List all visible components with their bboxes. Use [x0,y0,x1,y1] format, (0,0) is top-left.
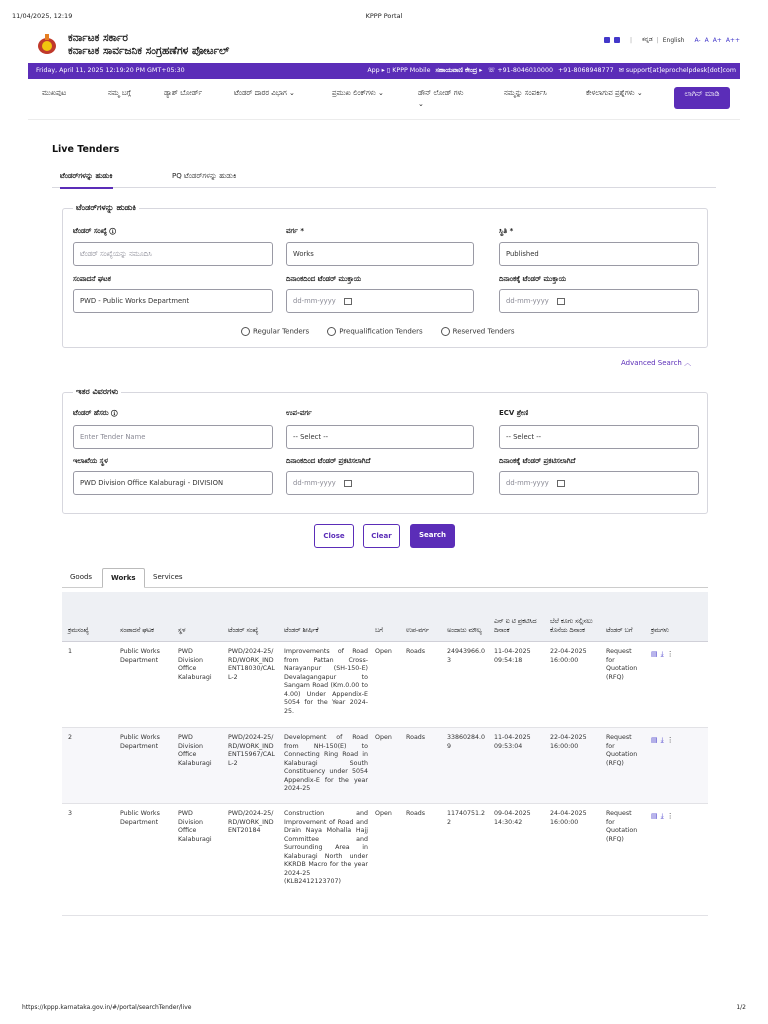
cell-sl: 2 [68,734,73,741]
published-to-date-input[interactable] [499,471,699,495]
table-header [62,592,708,642]
cell-subcategory: Roads [406,734,426,741]
page-number: 1/2 [736,1004,746,1011]
col-header-tender-no: ಟೆಂಡರ್ ಸಂಖ್ಯೆ [228,626,259,634]
cell-tender-type: Request for Quotation (RFQ) [606,810,638,843]
more-options-icon[interactable]: ⋮ [666,650,674,658]
ecv-range-label: ECV ಶ್ರೇಣಿ [499,409,529,417]
search-button[interactable]: Search [410,524,455,548]
theme-icon[interactable] [614,37,620,43]
row-actions [651,736,674,745]
row-actions [651,650,674,659]
phone-1: ☏ +91-8046010000 [487,67,553,74]
accessibility-toolbar: | ಕನ್ನಡ | English A- A A+ A++ [604,36,740,44]
closing-from-label: ದಿನಾಂಕದಿಂದ ಟೆಂಡರ್ ಮುಕ್ತಾಯ [286,275,362,283]
cell-tender-type: Request for Quotation (RFQ) [606,734,638,767]
subcategory-label: ಉಪ-ವರ್ಗ [286,409,312,417]
brand-line-1: ಕರ್ನಾಟಕ ಸರ್ಕಾರ [68,32,128,44]
nav-item-contact[interactable]: ನಮ್ಮನ್ನು ಸಂಪರ್ಕಿಸಿ [504,89,547,97]
closing-from-date-input[interactable] [286,289,474,313]
login-button[interactable]: ಲಾಗಿನ್ ಮಾಡಿ [674,87,730,109]
view-icon[interactable]: ▤ [651,650,658,658]
calendar-icon[interactable] [557,298,565,305]
font-plusplus-button[interactable]: A++ [725,36,740,44]
nav-item-bidder-section[interactable]: ಟೆಂಡರ್ ದಾರರ ವಿಭಾಗ ⌄ [234,89,295,97]
radio-label: Regular Tenders [253,327,310,336]
radio-regular-tenders[interactable] [241,327,309,336]
status-label: ಸ್ಥಿತಿ * [499,227,514,235]
font-normal-button[interactable]: A [704,36,709,44]
font-small-button[interactable]: A- [694,36,701,44]
row-actions [651,812,674,821]
nav-item-home[interactable]: ಮುಖಪುಟ [42,89,67,97]
info-bar [28,63,740,79]
phone-2: +91-8068948777 [557,67,614,74]
col-header-tender-type: ಟೆಂಡರ್ ಬಗೆ [606,626,633,634]
print-page-title: KPPP Portal [365,12,403,20]
table-row [62,642,708,728]
search-tenders-box [62,203,708,348]
other-details-box [62,387,708,514]
table-row [62,804,708,916]
cell-nit-date: 11-04-2025 09:54:18 [494,648,531,664]
tab-services[interactable]: Services [153,573,183,581]
cell-subcategory: Roads [406,648,426,655]
col-header-location: ಸ್ಥಳ [178,626,186,634]
print-datetime: 11/04/2025, 12:19 [12,12,73,20]
department-location-select[interactable]: PWD Division Office Kalaburagi - DIVISION [73,471,273,495]
cell-nit-date: 11-04-2025 09:53:04 [494,734,531,750]
calendar-icon[interactable] [344,298,352,305]
cell-location: PWD Division Office Kalaburagi [178,810,212,843]
subcategory-select[interactable]: -- Select -- [286,425,474,449]
main-nav [28,82,740,120]
lang-kannada-link[interactable]: ಕನ್ನಡ [642,36,653,43]
radio-reserved-tenders[interactable] [441,327,515,336]
cell-location: PWD Division Office Kalaburagi [178,734,212,767]
cell-value: 11740751.22 [447,810,486,826]
cell-location: PWD Division Office Kalaburagi [178,648,212,681]
procurement-entity-select[interactable]: PWD - Public Works Department [73,289,273,313]
calendar-icon[interactable] [344,480,352,487]
status-select[interactable]: Published [499,242,699,266]
logo-bar [28,30,740,62]
col-header-actions: ಕ್ರಮಗಳು [651,626,669,634]
download-icon[interactable]: ⤓ [660,812,664,820]
cell-title: Development of Road from NH-150(E) to Connecting Ring Road in Kalaburagi South Constituency under 5054 Appendix-E for the year 2024-25 [284,734,368,792]
more-options-icon[interactable]: ⋮ [666,736,674,744]
closing-to-date-input[interactable] [499,289,699,313]
cell-value: 33860284.09 [447,734,486,750]
date-placeholder: dd-mm-yyyy [506,479,549,487]
page-title: Live Tenders [52,144,120,155]
cell-nit-date: 09-04-2025 14:30:42 [494,810,531,826]
cell-last-date: 22-04-2025 16:00:00 [550,648,587,664]
closing-to-label: ದಿನಾಂಕಕ್ಕೆ ಟೆಂಡರ್ ಮುಕ್ತಾಯ [499,275,567,283]
col-header-entity: ಸಂಪಾದನೆ ಘಟಕ [120,626,154,634]
cell-title: Improvements of Road from Pattan Cross-Narayanpur (SH-150-E) Devalagangapur to Sangam Road (Km.0.00 to 4.00) Under Appendix-E 5054 for the Year 2024-25. [284,648,368,715]
cell-subcategory: Roads [406,810,426,817]
brand-line-2: ಕರ್ನಾಟಕ ಸಾರ್ವಜನಿಕ ಸಂಗ್ರಹಣೆಗಳ ಪೋರ್ಟಲ್ [68,45,230,57]
department-location-label: ಇಲಾಖೆಯ ಸ್ಥಳ [73,457,108,465]
tab-goods[interactable]: Goods [70,573,93,581]
contrast-icon[interactable] [604,37,610,43]
cell-type: Open [375,810,392,817]
tender-number-label: ಟೆಂಡರ್ ಸಂಖ್ಯೆ ⓘ [73,227,116,235]
app-link[interactable]: App ▸ ▯ KPPP Mobile [367,67,431,74]
tab-works[interactable]: Works [102,568,145,588]
category-label: ವರ್ಗ * [286,227,305,235]
col-header-title: ಟೆಂಡರ್ ಶೀರ್ಷಿಕೆ [284,626,319,634]
search-tabs [52,166,716,188]
tender-type-radios [241,327,515,336]
tab-search-pq-tenders[interactable]: PQ ಟೆಂಡರ್‌ಗಳನ್ನು ಹುಡುಕಿ [172,172,237,180]
download-icon[interactable]: ⤓ [660,650,664,658]
col-header-last-date: ಬೆಲೆ ಕೂಗು ಸಲ್ಲಿಸಲು ಕೊನೆಯ ದಿನಾಂಕ [550,618,593,634]
nav-item-important-links[interactable]: ಪ್ರಮುಖ ಲಿಂಕ್‌ಗಳು ⌄ [332,89,384,97]
date-placeholder: dd-mm-yyyy [293,479,336,487]
radio-icon [327,327,336,336]
cell-entity: Public Works Department [120,810,160,826]
tender-name-input[interactable]: Enter Tender Name [73,425,273,449]
cell-entity: Public Works Department [120,648,160,664]
advanced-search-toggle[interactable]: Advanced Search ︿ [621,359,692,367]
emblem-logo [36,32,58,56]
cell-sl: 1 [68,648,73,655]
nav-item-dashboard[interactable]: ಡ್ಯಾಶ್ ಬೋರ್ಡ್ [164,89,203,97]
page-url: https://kppp.karnataka.gov.in/#/portal/searchTender/live [22,1004,192,1011]
tab-search-tenders[interactable]: ಟೆಂಡರ್‌ಗಳನ್ನು ಹುಡುಕಿ [60,172,113,189]
cell-type: Open [375,648,392,655]
lang-english-link[interactable]: English [662,36,685,44]
view-icon[interactable]: ▤ [651,736,658,744]
cell-last-date: 24-04-2025 16:00:00 [550,810,587,826]
result-category-tabs [62,568,708,588]
cell-last-date: 22-04-2025 16:00:00 [550,734,587,750]
other-details-legend: ಇತರ ವಿವರಗಳು [73,387,121,397]
cell-value: 24943966.03 [447,648,486,664]
view-icon[interactable]: ▤ [651,812,658,820]
support-email[interactable]: ✉ support[at]eprochelpdesk[dot]com [618,67,736,74]
published-to-label: ದಿನಾಂಕಕ್ಕೆ ಟೆಂಡರ್ ಪ್ರಕಟಿಸಲಾಗಿದೆ [499,457,576,465]
col-header-subcategory: ಉಪ-ವರ್ಗ [406,626,429,634]
cell-sl: 3 [68,810,73,817]
cell-tender-no[interactable]: PWD/2024-25/RD/WORK_INDENT18030/CALL-2 [228,648,275,681]
col-header-type: ಬಗೆ [375,626,383,634]
cell-title: Construction and Improvement of Road and Drain Naya Mohalla Hajj Committee and Surrounding Area in Kalaburagi North under KKRDB Macro for the year 2024-25 (KLB2412123707) [284,810,368,885]
ecv-range-select[interactable]: -- Select -- [499,425,699,449]
procurement-entity-label: ಸಂಪಾದನೆ ಘಟಕ [73,275,111,283]
cell-tender-no[interactable]: PWD/2024-25/RD/WORK_INDENT20184 [228,810,274,834]
radio-prequalification-tenders[interactable] [327,327,422,336]
calendar-icon[interactable] [557,480,565,487]
clear-button[interactable]: Clear [363,524,400,548]
date-placeholder: dd-mm-yyyy [293,297,336,305]
radio-label: Reserved Tenders [452,327,515,336]
helpdesk-link[interactable]: ಸಹಾಯವಾಣಿ ಕೇಂದ್ರ ▸ [435,67,483,74]
cell-type: Open [375,734,392,741]
col-header-sl: ಕ್ರಮಸಂಖ್ಯೆ [68,626,89,634]
print-header [0,12,768,24]
more-options-icon[interactable]: ⋮ [666,812,674,820]
radio-label: Prequalification Tenders [339,327,423,336]
nav-item-about[interactable]: ನಮ್ಮ ಬಗ್ಗೆ [108,89,131,97]
close-button[interactable]: Close [314,524,354,548]
cell-tender-type: Request for Quotation (RFQ) [606,648,638,681]
radio-icon [241,327,250,336]
col-header-value: ಅಂದಾಜು ಮೌಲ್ಯ [447,626,482,634]
date-placeholder: dd-mm-yyyy [506,297,549,305]
font-plus-button[interactable]: A+ [712,36,722,44]
tender-name-label: ಟೆಂಡರ್ ಹೆಸರು ⓘ [73,409,118,417]
tender-number-input[interactable]: ಟೆಂಡರ್ ಸಂಖ್ಯೆಯನ್ನು ನಮೂದಿಸಿ [73,242,273,266]
table-row [62,728,708,804]
col-header-nit-date: ಎನ್ ಐ ಟಿ ಪ್ರಕಟಿಸಿದ ದಿನಾಂಕ [494,618,537,634]
published-from-label: ದಿನಾಂಕದಿಂದ ಟೆಂಡರ್ ಪ್ರಕಟಿಸಲಾಗಿದೆ [286,457,371,465]
nav-item-faq[interactable]: ಕೇಳಲಾಗುವ ಪ್ರಶ್ನೆಗಳು ⌄ [586,89,643,97]
cell-tender-no[interactable]: PWD/2024-25/RD/WORK_INDENT15967/CALL-2 [228,734,275,767]
category-select[interactable]: Works [286,242,474,266]
radio-icon [441,327,450,336]
cell-entity: Public Works Department [120,734,160,750]
search-box-legend: ಟೆಂಡರ್‌ಗಳನ್ನು ಹುಡುಕಿ [73,203,139,213]
published-from-date-input[interactable] [286,471,474,495]
current-datetime: Friday, April 11, 2025 12:19:20 PM GMT+05:30 [36,67,185,74]
nav-item-downloads[interactable]: ಡೌನ್ ಲೋಡ್ ಗಳು ⌄ [418,89,464,108]
download-icon[interactable]: ⤓ [660,736,664,744]
